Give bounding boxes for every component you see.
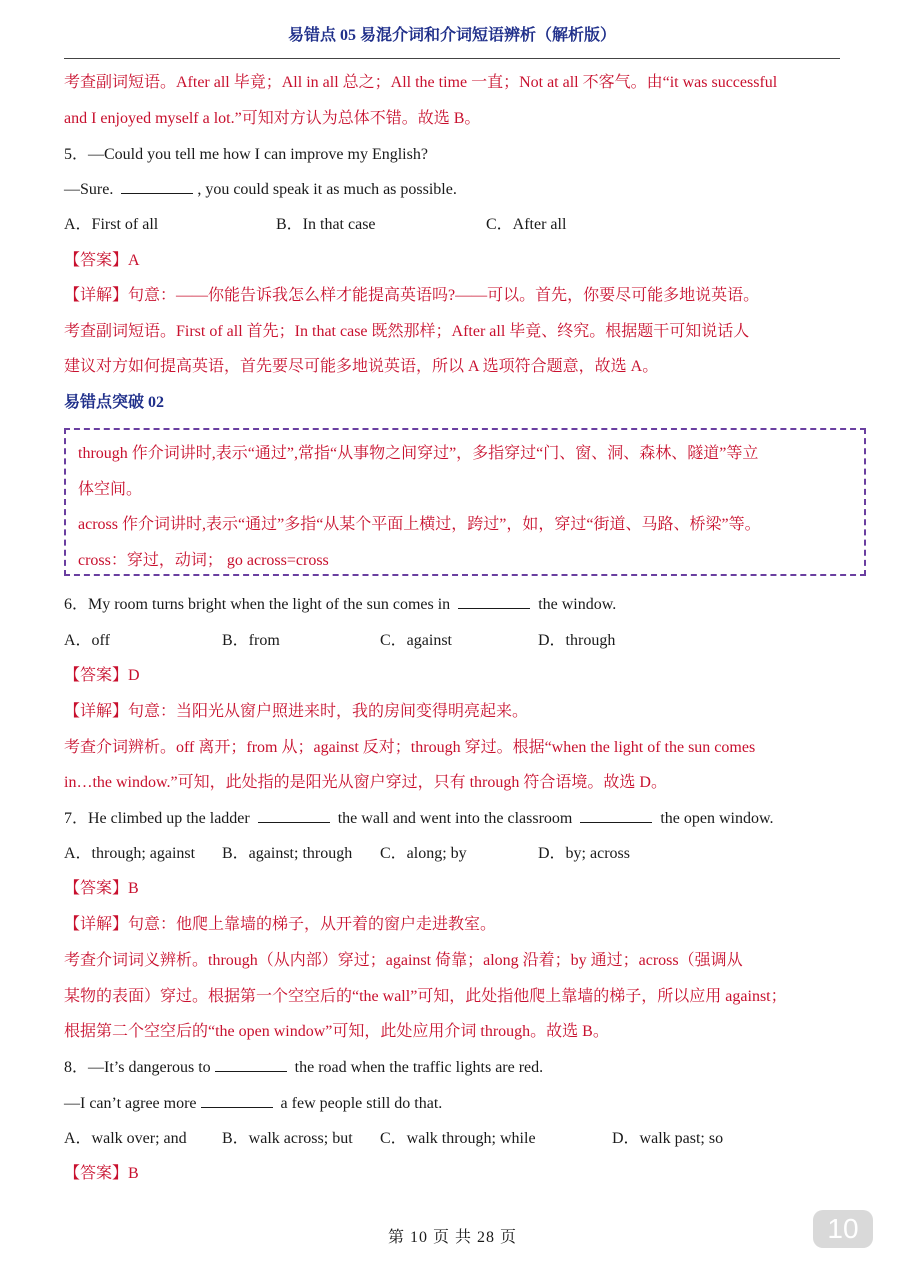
q7-option-b: B．against; through: [222, 845, 353, 862]
q5-detail-1: 【详解】句意：——你能告诉我怎么样才能提高英语吗?——可以。首先，你要尽可能多地说英语。: [64, 287, 760, 304]
q8-answer: 【答案】B: [64, 1165, 139, 1182]
q5-option-a: A．First of all: [64, 216, 159, 233]
q5-detail-3: 建议对方如何提高英语，首先要尽可能多地说英语，所以 A 选项符合题意，故选 A。: [64, 358, 659, 375]
intro-line-2: and I enjoyed myself a lot.”可知对方认为总体不错。故选 B。: [64, 110, 481, 127]
q5-line-2: [64, 179, 457, 201]
q6-option-c: C．against: [380, 632, 452, 649]
q6-blank: [458, 594, 530, 609]
q8-blank-2: [201, 1093, 273, 1108]
q8-stem: [64, 1057, 543, 1079]
q7-detail-1: 【详解】句意：他爬上靠墙的梯子，从开着的窗户走进教室。: [64, 916, 497, 933]
intro-line-1: 考查副词短语。After all 毕竟；All in all 总之；All the time 一直；Not at all 不客气。由“it was successful: [64, 74, 778, 91]
q7-option-d: D．by; across: [538, 845, 630, 862]
q8-blank-1: [215, 1057, 287, 1072]
q5-line-2-pre: —Sure.: [64, 181, 114, 198]
q6-option-a: A．off: [64, 632, 110, 649]
box-line-2: 体空间。: [78, 481, 143, 498]
q5-detail-2: 考查副词短语。First of all 首先；In that case 既然那样；After all 毕竟、终究。根据题干可知说话人: [64, 323, 750, 340]
q6-detail-1: 【详解】句意：当阳光从窗户照进来时，我的房间变得明亮起来。: [64, 703, 529, 720]
q6-detail-2: 考查介词辨析。off 离开；from 从；against 反对；through 穿过。根据“when the light of the sun comes: [64, 739, 756, 756]
q8-option-c: C．walk through; while: [380, 1130, 536, 1147]
q7-detail-3: 某物的表面）穿过。根据第一个空空后的“the wall”可知，此处指他爬上靠墙的梯子，所以应用 against；: [64, 988, 787, 1005]
q5-blank: [121, 179, 193, 194]
q6-stem-post: the window.: [538, 596, 617, 613]
section-title: 易错点突破 02: [64, 394, 165, 411]
q7-detail-4: 根据第二个空空后的“the open window”可知，此处应用介词 through。故选 B。: [64, 1023, 609, 1040]
q6-stem: [64, 594, 616, 616]
q7-blank-1: [258, 808, 330, 823]
q8-option-a: A．walk over; and: [64, 1130, 187, 1147]
q5-stem: 5．—Could you tell me how I can improve my English?: [64, 146, 428, 163]
page-footer: 第 10 页 共 28 页: [387, 1229, 517, 1246]
page-header-title: 易错点 05 易混介词和介词短语辨析（解析版）: [287, 27, 616, 44]
q6-option-d: D．through: [538, 632, 616, 649]
q6-option-b: B．from: [222, 632, 280, 649]
box-line-4: cross：穿过，动词； go across=cross: [78, 552, 329, 569]
q7-detail-2: 考查介词词义辨析。through（从内部）穿过；against 倚靠；along 沿着；by 通过；across（强调从: [64, 952, 743, 969]
q6-detail-3: in…the window.”可知，此处指的是阳光从窗户穿过，只有 through 符合语境。故选 D。: [64, 774, 667, 791]
q5-option-b: B．In that case: [276, 216, 376, 233]
header-divider: [64, 58, 840, 59]
q5-option-c: C．After all: [486, 216, 567, 233]
q7-option-c: C．along; by: [380, 845, 467, 862]
q6-answer: 【答案】D: [64, 667, 140, 684]
q8-option-d: D．walk past; so: [612, 1130, 724, 1147]
q7-option-a: A．through; against: [64, 845, 196, 862]
q7-stem-mid: the wall and went into the classroom: [337, 810, 573, 827]
q7-blank-2: [580, 808, 652, 823]
q8-line-2-post: a few people still do that.: [280, 1095, 443, 1112]
q8-stem-pre: 8．—It’s dangerous to: [64, 1059, 211, 1076]
q7-stem-post: the open window.: [660, 810, 774, 827]
q8-line-2: [64, 1093, 442, 1115]
q7-stem-pre: 7．He climbed up the ladder: [64, 810, 250, 827]
q7-answer: 【答案】B: [64, 880, 139, 897]
q8-line-2-pre: —I can’t agree more: [64, 1095, 197, 1112]
q8-option-b: B．walk across; but: [222, 1130, 353, 1147]
q7-stem: [64, 808, 774, 830]
q6-stem-pre: 6．My room turns bright when the light of the sun comes in: [64, 596, 451, 613]
q5-answer: 【答案】A: [64, 252, 140, 269]
page-number-badge: 10: [813, 1210, 873, 1248]
q5-line-2-post: , you could speak it as much as possible.: [197, 181, 457, 198]
box-line-1: through 作介词讲时,表示“通过”,常指“从事物之间穿过”，多指穿过“门、窗、洞、森林、隧道”等立: [78, 445, 759, 462]
q8-stem-post: the road when the traffic lights are red.: [294, 1059, 544, 1076]
box-line-3: across 作介词讲时,表示“通过”多指“从某个平面上横过，跨过”，如，穿过“街道、马路、桥梁”等。: [78, 516, 761, 533]
